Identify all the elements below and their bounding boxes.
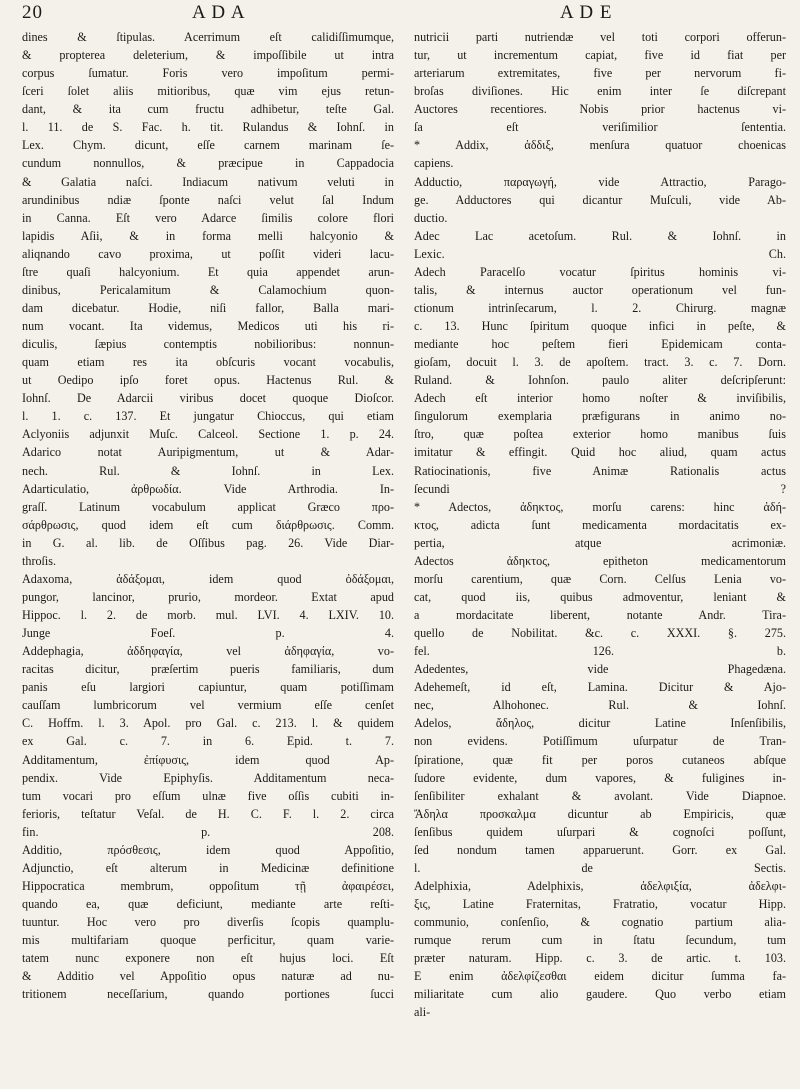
text-line: ferioris, teſtatur Veſal. de H. C. F. l. 2. circa	[22, 806, 394, 821]
text-line: Hippoc. l. 2. de morb. mul. LVI. 4. LXIV. 10.	[22, 608, 394, 622]
right-running-head: A D E	[560, 2, 613, 23]
text-line: Adectos ἀδηκτος, epitheton medicamentorum	[414, 553, 786, 568]
text-line: Adductio, παραγωγή, vide Attractio, Parago-	[414, 174, 786, 189]
text-line: ctionum intrinſecarum, l. 2. Chirurg. magnæ	[414, 300, 786, 315]
text-line: Aclyoniis adjunxit Muſc. Calceol. Sectione 1. p. 24.	[22, 427, 394, 442]
text-line: l. 11. de S. Fac. h. tit. Rulandus & Iohnſ. in	[22, 120, 394, 135]
text-line: aliqnando cavo proxima, ut poſſit videri lacu-	[22, 246, 394, 261]
text-line: diculis, ſæpius contemptis nobilioribus: nonnun-	[22, 337, 394, 352]
text-line: Adelphixia, Adelphixis, ἀδελφιξία, ἀδελφι-	[414, 878, 786, 893]
text-line: ge. Adductores qui dicantur Muſculi, vide Ab-	[414, 192, 786, 207]
text-line: Adjunctio, eſt alterum in Medicinæ definitione	[22, 860, 394, 875]
right-text-column	[414, 28, 786, 1021]
text-line: ſudore evidente, dum vapores, & fuligines in-	[414, 770, 786, 785]
text-line: & propterea deleterium, & impoſſibile ut intra	[22, 48, 394, 63]
text-line: Adech eſt interior homo noſter & inviſibilis,	[414, 391, 786, 406]
page-header	[0, 0, 800, 28]
text-line: ſingulorum exemplaria præfigurans in animo no-	[414, 409, 786, 424]
text-line: Hippocratica membrum, oppoſitum τῇ ἀφαιρέσει,	[22, 878, 394, 893]
text-line: Ἄδηλα προσκαλμα dicuntur ab Empiricis, quæ	[414, 806, 786, 821]
text-line: Ratiocinationis, five Animæ Rationalis actus	[414, 463, 786, 478]
text-line: rumque rerum cum in ſtatu ſecundum, tum	[414, 933, 786, 948]
text-line: cundum nonnullos, & præcipue in Cappadocia	[22, 156, 394, 171]
text-line: ductio.	[414, 210, 448, 225]
text-line: broſas diviſiones. Hic enim inter ſe diſcrepant	[414, 84, 786, 99]
text-line: panis eſu largiori capiuntur, quam potiſſimam	[22, 680, 394, 695]
text-line: Adaxoma, ἀδάξομαι, idem quod ὀδάξομαι,	[22, 571, 394, 586]
text-line: Adedentes, vide Phagedæna.	[414, 662, 786, 677]
text-line: quam etiam res ita obſcuris vocant vocabulis,	[22, 355, 394, 370]
text-line: num vocant. Ita videmus, Medicos uti his ri-	[22, 319, 394, 333]
text-line: Additamentum, ἐπίφυσις, idem quod Ap-	[22, 752, 394, 767]
text-line: & Galatia naſci. Indiacum nativum veluti in	[22, 174, 394, 189]
text-line: morſu carentium, quæ Corn. Celſus Lenia vo-	[414, 571, 786, 586]
text-line: l. 1. c. 137. Et jungatur Chioccus, qui etiam	[22, 409, 394, 424]
text-line: pendix. Vide Epiphyſis. Additamentum neca-	[22, 770, 394, 785]
text-line: Ruland. & Iohnſon. paulo aliter deſcripſerunt:	[414, 373, 786, 388]
text-line: Adehemeſt, id eſt, Lamina. Dicitur & Ajo-	[414, 680, 786, 695]
text-line: Lex. Chym. dicunt, eſſe carnem marinam ſe-	[22, 138, 394, 153]
text-line: dines & ſtipulas. Acerrimum eſt calidiſſimumque,	[22, 30, 394, 44]
text-line: ſed nondum tamen apparuerunt. Gorr. ex Gal.	[414, 842, 786, 857]
text-line: fel. 126. b.	[414, 644, 786, 659]
text-line: cauſſam lumbricorum vel vermium eſſe cenſet	[22, 698, 394, 713]
text-line: ut Oedipo ipſo foret opus. Hactenus Rul. &	[22, 373, 394, 388]
text-line: quello de Nobilitat. &c. c. XXXI. §. 275.	[414, 626, 786, 641]
text-line: l. de Sectis.	[414, 860, 786, 875]
text-line: Adec Lac acetoſum. Rul. & Iohnſ. in	[414, 228, 786, 243]
text-line: graſſ. Latinum vocabulum applicat Græco προ-	[22, 499, 394, 514]
text-line: in G. al. lib. de Oſſibus pag. 26. Vide Diar-	[22, 535, 394, 550]
text-line: imitatur & effingit. Quid hoc aliud, quam actus	[414, 445, 786, 460]
text-line: ſa eſt veriſimilior ſententia.	[414, 120, 786, 135]
text-line: nutricii parti nutriendæ vel toti corpori offerun-	[414, 30, 786, 44]
text-line: racitas dicitur, præſertim pueris familiaris, dum	[22, 662, 394, 677]
text-line: arteriarum extremitates, five per nervorum fi-	[414, 66, 786, 81]
text-line: gioſam, docuit l. 3. de apoſtem. tract. 3. c. 7. Dorn.	[414, 355, 786, 370]
text-line: ſenſibus quidem uſurpari & cognoſci poſſunt,	[414, 824, 786, 839]
text-line: dant, & ita cum fructu adhibetur, teſte Gal.	[22, 102, 394, 117]
text-line: tritionem neceſſarium, quando portiones ſucci	[22, 987, 394, 1002]
text-line: ex Gal. c. 7. in 6. Epid. t. 7.	[22, 734, 394, 749]
text-line: Iohnſ. De Adarcii viribus docet quoque Dioſcor.	[22, 391, 394, 406]
text-line: Auctores recentiores. Nobis prior hactenus vi-	[414, 102, 786, 117]
text-line: dam dicebatur. Hodie, niſi fallor, Balla mari-	[22, 300, 394, 315]
text-line: ſpiratione, quæ fit per poros cutaneos abſque	[414, 752, 786, 767]
text-line: E enim ἀδελφίζεσθαι eidem dicitur ſumma fa-	[414, 969, 786, 984]
text-line: nec, Alhohonec. Rul. & Iohnſ.	[414, 698, 786, 713]
text-line: Adech Paracelſo vocatur ſpiritus hominis vi-	[414, 264, 786, 279]
text-line: Adarticulatio, ἀρθρωδία. Vide Arthrodia. In-	[22, 481, 394, 496]
left-text-column	[22, 28, 394, 1003]
text-line: Junge Foeſ. p. 4.	[22, 626, 394, 641]
text-line: Lexic. Ch.	[414, 246, 786, 261]
text-line: Additio, πρόσθεσις, idem quod Appoſitio,	[22, 842, 394, 857]
text-line: ſtro, quæ poſtea exterior homo manibus ſuis	[414, 427, 786, 442]
text-line: * Adectos, ἀδηκτος, morſu carens: hinc ἀδή-	[414, 499, 786, 514]
text-line: Addephagia, ἀδδηφαγία, vel ἀδηφαγία, vo-	[22, 644, 394, 659]
left-running-head: A D A	[192, 2, 246, 23]
text-line: talis, & internus auctor operationum vel fun-	[414, 282, 786, 297]
text-line: communio, conſenſio, & cognatio partium alia-	[414, 915, 786, 930]
text-line: c. 13. Hunc ſpiritum quoque infici in peſte, &	[414, 319, 786, 333]
text-line: mediante hoc peſtem fieri Epidemicam conta-	[414, 337, 786, 352]
text-line: fin. p. 208.	[22, 824, 394, 839]
text-line: corpus ſumatur. Foris vero impoſitum permi-	[22, 66, 394, 81]
text-line: arundinibus ndiæ ſponte naſci velut ſal Indum	[22, 192, 394, 207]
text-line: miliaritate cum alio gaudere. Quo verbo etiam	[414, 987, 786, 1002]
text-line: nech. Rul. & Iohnſ. in Lex.	[22, 463, 394, 478]
text-line: κτος, adicta ſunt medicamenta mordacitatis ex-	[414, 517, 786, 532]
text-line: a mordacitate liberent, notante Andr. Tira-	[414, 608, 786, 622]
text-line: tatem nunc exponere non eſt hujus loci. Eſt	[22, 951, 394, 966]
text-line: in Canna. Eſt vero Adarce ſimilis colore flori	[22, 210, 394, 225]
text-line: tur, ut incrementum capiat, five id fiat per	[414, 48, 786, 63]
text-line: ſecundi ?	[414, 481, 786, 496]
text-line: dinibus, Pericalamitum & Calamochium quon-	[22, 282, 394, 297]
text-line: ali-	[414, 1005, 431, 1020]
text-line: quando ea, quæ deficiunt, mediante arte reſti-	[22, 897, 394, 911]
text-line: præter naturam. Hipp. c. 3. de artic. t. 103.	[414, 951, 786, 966]
text-line: * Addix, ἀδδιξ, menſura quatuor choenicas	[414, 138, 786, 153]
text-line: non evidens. Potiſſimum uſurpatur de Tran-	[414, 734, 786, 749]
text-line: Adarico notat Auripigmentum, ut & Adar-	[22, 445, 394, 460]
text-line: Adelos, ἄδηλος, dicitur Latine Inſenſibilis,	[414, 716, 786, 731]
text-line: ξις, Latine Fraternitas, Fratratio, vocatur Hipp.	[414, 897, 786, 911]
text-line: tuuntur. Hoc vero pro diverſis ſcopis quamplu-	[22, 915, 394, 930]
text-line: ſtre quaſi halcyonium. Et quia appendet arun-	[22, 264, 394, 279]
text-line: σάρθρωσις, quod idem eſt cum διάρθρωσις. Comm.	[22, 517, 394, 532]
text-line: lapidis Aſii, & in forma melli halcyonio &	[22, 228, 394, 243]
text-line: pungor, lancinor, prurio, mordeor. Extat apud	[22, 589, 394, 604]
text-line: pertia, atque acrimoniæ.	[414, 535, 786, 550]
text-line: throſis.	[22, 553, 57, 568]
text-line: ſenſibiliter exhalant & avolant. Vide Diapnoe.	[414, 788, 786, 803]
text-line: tum vocari pro eſſum ulnæ five oſſis cubiti in-	[22, 788, 394, 803]
text-line: C. Hoffm. l. 3. Apol. pro Gal. c. 213. l. & quidem	[22, 716, 394, 731]
page-number: 20	[22, 2, 43, 23]
text-line: ſceri ſolet aliis mitioribus, quæ vim ejus retun-	[22, 84, 394, 99]
text-line: cat, quod iis, quibus admoventur, leniant &	[414, 589, 786, 604]
text-line: capiens.	[414, 156, 454, 171]
text-line: mis multifariam quoque perficitur, quam varie-	[22, 933, 394, 948]
text-line: & Additio vel Appoſitio opus naturæ ad nu-	[22, 969, 394, 984]
